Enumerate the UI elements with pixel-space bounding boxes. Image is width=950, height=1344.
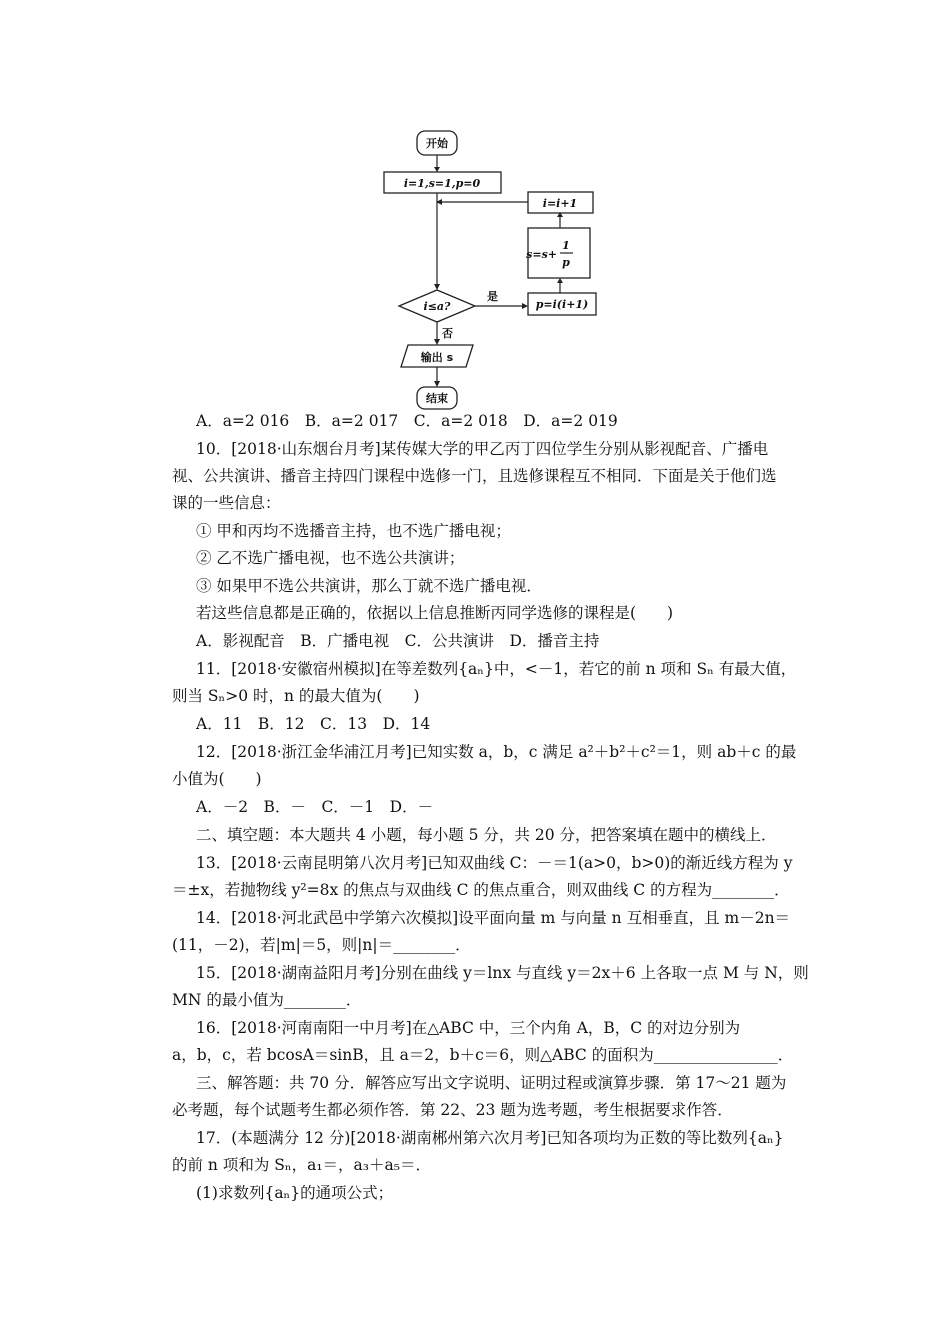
- q9-options: A．a=2 016 B．a=2 017 C．a=2 018 D．a=2 019: [196, 412, 618, 430]
- q16-stem-line2: a，b，c，若 bcosA＝sinB，且 a＝2，b＋c＝6，则△ABC 的面积为________________．: [172, 1046, 794, 1064]
- flow-start-label: 开始: [426, 137, 448, 150]
- q17-stem-line2: 的前 n 项和为 Sₙ，a₁＝，a₃＋a₅＝．: [172, 1156, 431, 1174]
- q10-info-3: ③ 如果甲不选公共演讲，那么丁就不选广播电视．: [196, 577, 542, 595]
- flow-init-label: i=1,s=1,p=0: [403, 177, 481, 190]
- q10-stem-line3: 课的一些信息：: [172, 494, 281, 512]
- q17-stem-line1: 17．(本题满分 12 分)[2018·湖南郴州第六次月考]已知各项均为正数的等比数列{aₙ}: [196, 1129, 784, 1147]
- flow-update-s-prefix: s=s+: [526, 248, 557, 261]
- q14-stem-line1: 14．[2018·河北武邑中学第六次模拟]设平面向量 m 与向量 n 互相垂直，且 m－2n＝: [196, 909, 791, 927]
- q10-stem-line2: 视、公共演讲、播音主持四门课程中选修一门，且选修课程互不相同．下面是关于他们选: [172, 467, 777, 485]
- q16-stem-line1: 16．[2018·河南南阳一中月考]在△ABC 中，三个内角 A，B，C 的对边分别为: [196, 1019, 741, 1037]
- flow-yes-label: 是: [487, 290, 498, 303]
- q14-stem-line2: (11，－2)，若|m|＝5，则|n|＝________．: [172, 936, 471, 954]
- flow-increment-label: i=i+1: [542, 197, 578, 210]
- flow-end-label: 结束: [426, 392, 448, 405]
- q11-stem-line1: 11．[2018·安徽宿州模拟]在等差数列{aₙ}中，<－1，若它的前 n 项和 Sₙ 有最大值，: [196, 660, 797, 678]
- flow-update-s-denominator: p: [562, 256, 570, 269]
- q15-stem-line1: 15．[2018·湖南益阳月考]分别在曲线 y＝lnx 与直线 y＝2x＋6 上各取一点 M 与 N，则: [196, 964, 809, 982]
- flow-output-label: 输出 s: [420, 351, 454, 364]
- section-solve-heading-line2: 必考题，每个试题考生都必须作答．第 22、23 题为选考题，考生根据要求作答．: [172, 1101, 733, 1119]
- flowchart: [380, 125, 620, 415]
- q10-info-2: ② 乙不选广播电视，也不选公共演讲；: [196, 549, 465, 567]
- q15-stem-line2: MN 的最小值为________．: [172, 991, 362, 1009]
- q10-question: 若这些信息都是正确的，依据以上信息推断丙同学选修的课程是( ): [196, 604, 674, 622]
- q10-info-1: ① 甲和丙均不选播音主持，也不选广播电视；: [196, 522, 511, 540]
- flow-condition-label: i≤a?: [423, 300, 451, 313]
- flow-update-p-label: p=i(i+1): [535, 298, 589, 311]
- q10-stem-line1: 10．[2018·山东烟台月考]某传媒大学的甲乙丙丁四位学生分别从影视配音、广播电: [196, 440, 769, 458]
- flow-no-label: 否: [442, 327, 453, 340]
- flow-update-s-numerator: 1: [562, 239, 570, 252]
- q12-stem-line1: 12．[2018·浙江金华浦江月考]已知实数 a，b，c 满足 a²＋b²＋c²＝1，则 ab＋c 的最: [196, 743, 797, 761]
- q11-options: A．11 B．12 C．13 D．14: [196, 715, 431, 733]
- q11-stem-line2: 则当 Sₙ>0 时，n 的最大值为( ): [172, 687, 420, 705]
- q13-stem-line2: ＝±x，若抛物线 y²=8x 的焦点与双曲线 C 的焦点重合，则双曲线 C 的方程为________．: [172, 881, 790, 899]
- q12-stem-line2: 小值为( ): [172, 770, 262, 788]
- q12-options: A．－2 B．－ C．－1 D．－: [196, 798, 434, 816]
- q17-part1: (1)求数列{aₙ}的通项公式；: [196, 1184, 394, 1202]
- section-solve-heading-line1: 三、解答题：共 70 分．解答应写出文字说明、证明过程或演算步骤．第 17～21 题为: [196, 1074, 787, 1092]
- section-fill-in-heading: 二、填空题：本大题共 4 小题，每小题 5 分，共 20 分，把答案填在题中的横线上．: [196, 826, 777, 844]
- q13-stem-line1: 13．[2018·云南昆明第八次月考]已知双曲线 C：－＝1(a>0，b>0)的渐近线方程为 y: [196, 854, 793, 872]
- q10-options: A．影视配音 B．广播电视 C．公共演讲 D．播音主持: [196, 632, 600, 650]
